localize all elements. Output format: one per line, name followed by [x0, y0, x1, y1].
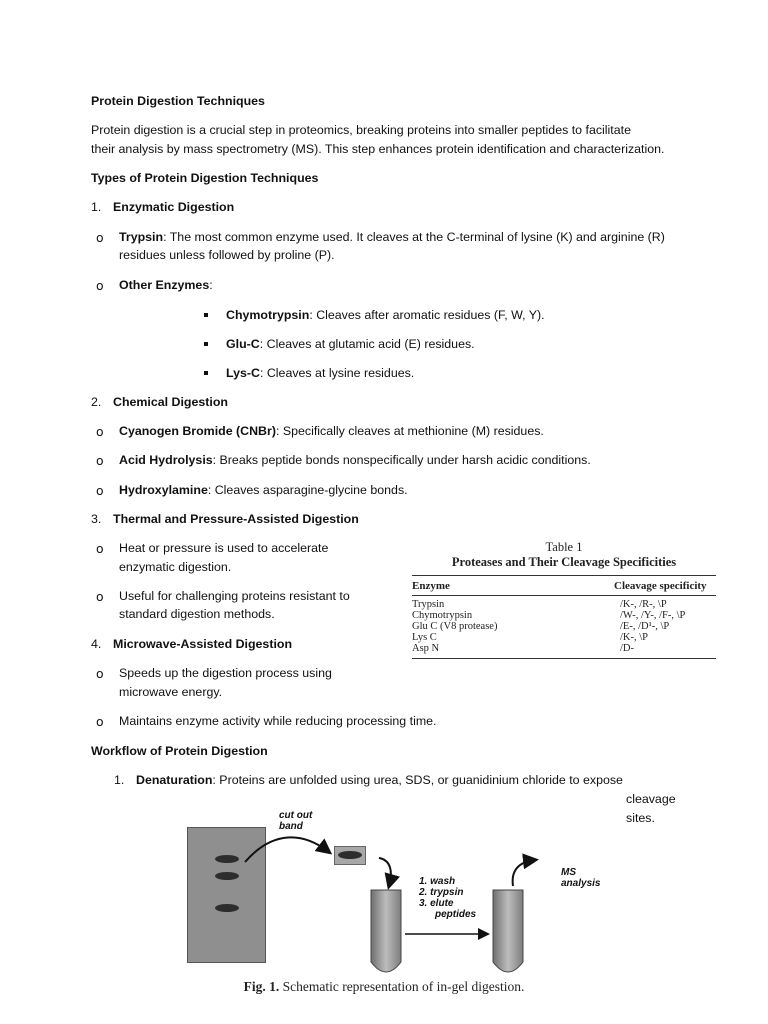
in-gel-digestion-figure: [183, 810, 613, 995]
other-enzymes-item: Other Enzymes:: [119, 278, 213, 292]
cell-specificity: /D-: [620, 643, 634, 654]
table-caption: Table 1: [545, 540, 583, 554]
step-elute: 3. elute: [419, 898, 454, 909]
trypsin-line-1: Trypsin: The most common enzyme used. It cleaves at the C-terminal of lysine (K) and arginine (R): [119, 230, 665, 244]
tube-2-icon: [493, 890, 523, 972]
microwave-bullet-1-line-2: microwave energy.: [119, 685, 223, 699]
drop-arrow: [379, 858, 391, 886]
thermal-bullet-2-line-1: Useful for challenging proteins resistant to: [119, 589, 350, 603]
workflow-step-number: 1.: [114, 773, 125, 787]
section-4-number: 4.: [91, 637, 102, 651]
ms-label-1: MS: [561, 867, 576, 878]
microwave-bullet-2: Maintains enzyme activity while reducing processing time.: [119, 714, 437, 728]
table-row: [412, 632, 716, 643]
cell-specificity: /W-, /Y-, /F-, \P: [620, 610, 686, 621]
cell-specificity: /K-, /R-, \P: [620, 599, 667, 610]
table-row: [412, 599, 716, 610]
cell-enzyme: Glu C (V8 protease): [412, 621, 498, 632]
cell-specificity: /E-, /D¹-, \P: [620, 621, 670, 632]
thermal-bullet-2-line-2: standard digestion methods.: [119, 607, 275, 621]
step-peptides: peptides: [435, 909, 477, 920]
cell-enzyme: Asp N: [412, 643, 440, 654]
section-3-heading: Thermal and Pressure-Assisted Digestion: [113, 512, 359, 526]
cell-enzyme: Lys C: [412, 632, 437, 643]
chymotrypsin-item: Chymotrypsin: Cleaves after aromatic residues (F, W, Y).: [226, 308, 545, 322]
section-4-heading: Microwave-Assisted Digestion: [113, 637, 293, 651]
thermal-bullet-1-line-1: Heat or pressure is used to accelerate: [119, 541, 329, 555]
types-heading: Types of Protein Digestion Techniques: [91, 171, 319, 185]
bullet-o: o: [96, 714, 104, 729]
hydroxylamine-item: Hydroxylamine: Cleaves asparagine-glycine bonds.: [119, 483, 408, 497]
acid-hydrolysis-item: Acid Hydrolysis: Breaks peptide bonds nonspecifically under harsh acidic conditions.: [119, 453, 591, 467]
bullet-o: o: [96, 424, 104, 439]
workflow-wrap-2: sites.: [626, 811, 655, 825]
bullet-o: o: [96, 666, 104, 681]
table-title: Proteases and Their Cleavage Specificities: [451, 555, 677, 569]
square-bullet: [204, 342, 208, 346]
header-enzyme: Enzyme: [412, 580, 450, 592]
step-trypsin: 2. trypsin: [419, 887, 464, 898]
bullet-o: o: [96, 453, 104, 468]
section-3-number: 3.: [91, 512, 102, 526]
excise-arrow: [245, 837, 329, 862]
lys-c-item: Lys-C: Cleaves at lysine residues.: [226, 366, 415, 380]
table-row: [412, 643, 716, 654]
page-title: Protein Digestion Techniques: [91, 94, 265, 108]
cut-out-label-1: cut out: [279, 810, 313, 821]
figure-caption: Fig. 1. Schematic representation of in-gel digestion.: [243, 979, 525, 994]
cut-out-label-2: band: [279, 821, 303, 832]
cell-specificity: /K-, \P: [620, 632, 649, 643]
microwave-bullet-1-line-1: Speeds up the digestion process using: [119, 666, 332, 680]
glu-c-item: Glu-C: Cleaves at glutamic acid (E) residues.: [226, 337, 475, 351]
section-1-heading: Enzymatic Digestion: [113, 200, 235, 214]
figure-drawing: [183, 810, 613, 995]
protease-table: [412, 540, 716, 659]
table-header-rule: [412, 595, 716, 596]
table-bottom-rule: [412, 658, 716, 659]
cnbr-item: Cyanogen Bromide (CNBr): Specifically cleaves at methionine (M) residues.: [119, 424, 544, 438]
section-2-number: 2.: [91, 395, 102, 409]
square-bullet: [204, 371, 208, 375]
ms-label-2: analysis: [561, 878, 601, 889]
bullet-o: o: [96, 589, 104, 604]
header-cleavage: Cleavage specificity: [614, 580, 707, 592]
step-wash: 1. wash: [419, 876, 456, 887]
table-row: [412, 610, 716, 621]
section-1-number: 1.: [91, 200, 102, 214]
cell-enzyme: Chymotrypsin: [412, 610, 473, 621]
workflow-heading: Workflow of Protein Digestion: [91, 744, 268, 758]
workflow-step-denaturation: Denaturation: Proteins are unfolded using urea, SDS, or guanidinium chloride to expose: [136, 773, 623, 787]
workflow-wrap-1: cleavage: [626, 792, 676, 806]
cell-enzyme: Trypsin: [412, 599, 445, 610]
table-header: [412, 576, 716, 595]
bullet-o: o: [96, 230, 104, 245]
section-2-heading: Chemical Digestion: [113, 395, 228, 409]
bullet-o: o: [96, 278, 104, 293]
intro-line-1: Protein digestion is a crucial step in proteomics, breaking proteins into smaller peptides to facilitate: [91, 123, 631, 137]
table-row: [412, 621, 716, 632]
thermal-bullet-1-line-2: enzymatic digestion.: [119, 560, 232, 574]
bullet-o: o: [96, 541, 104, 556]
bullet-o: o: [96, 483, 104, 498]
ms-arrow: [513, 860, 535, 886]
tube-1-icon: [371, 890, 401, 972]
intro-line-2: their analysis by mass spectrometry (MS). This step enhances protein identification and characterization.: [91, 142, 665, 156]
trypsin-line-2: residues unless followed by proline (P).: [119, 248, 335, 262]
square-bullet: [204, 313, 208, 317]
